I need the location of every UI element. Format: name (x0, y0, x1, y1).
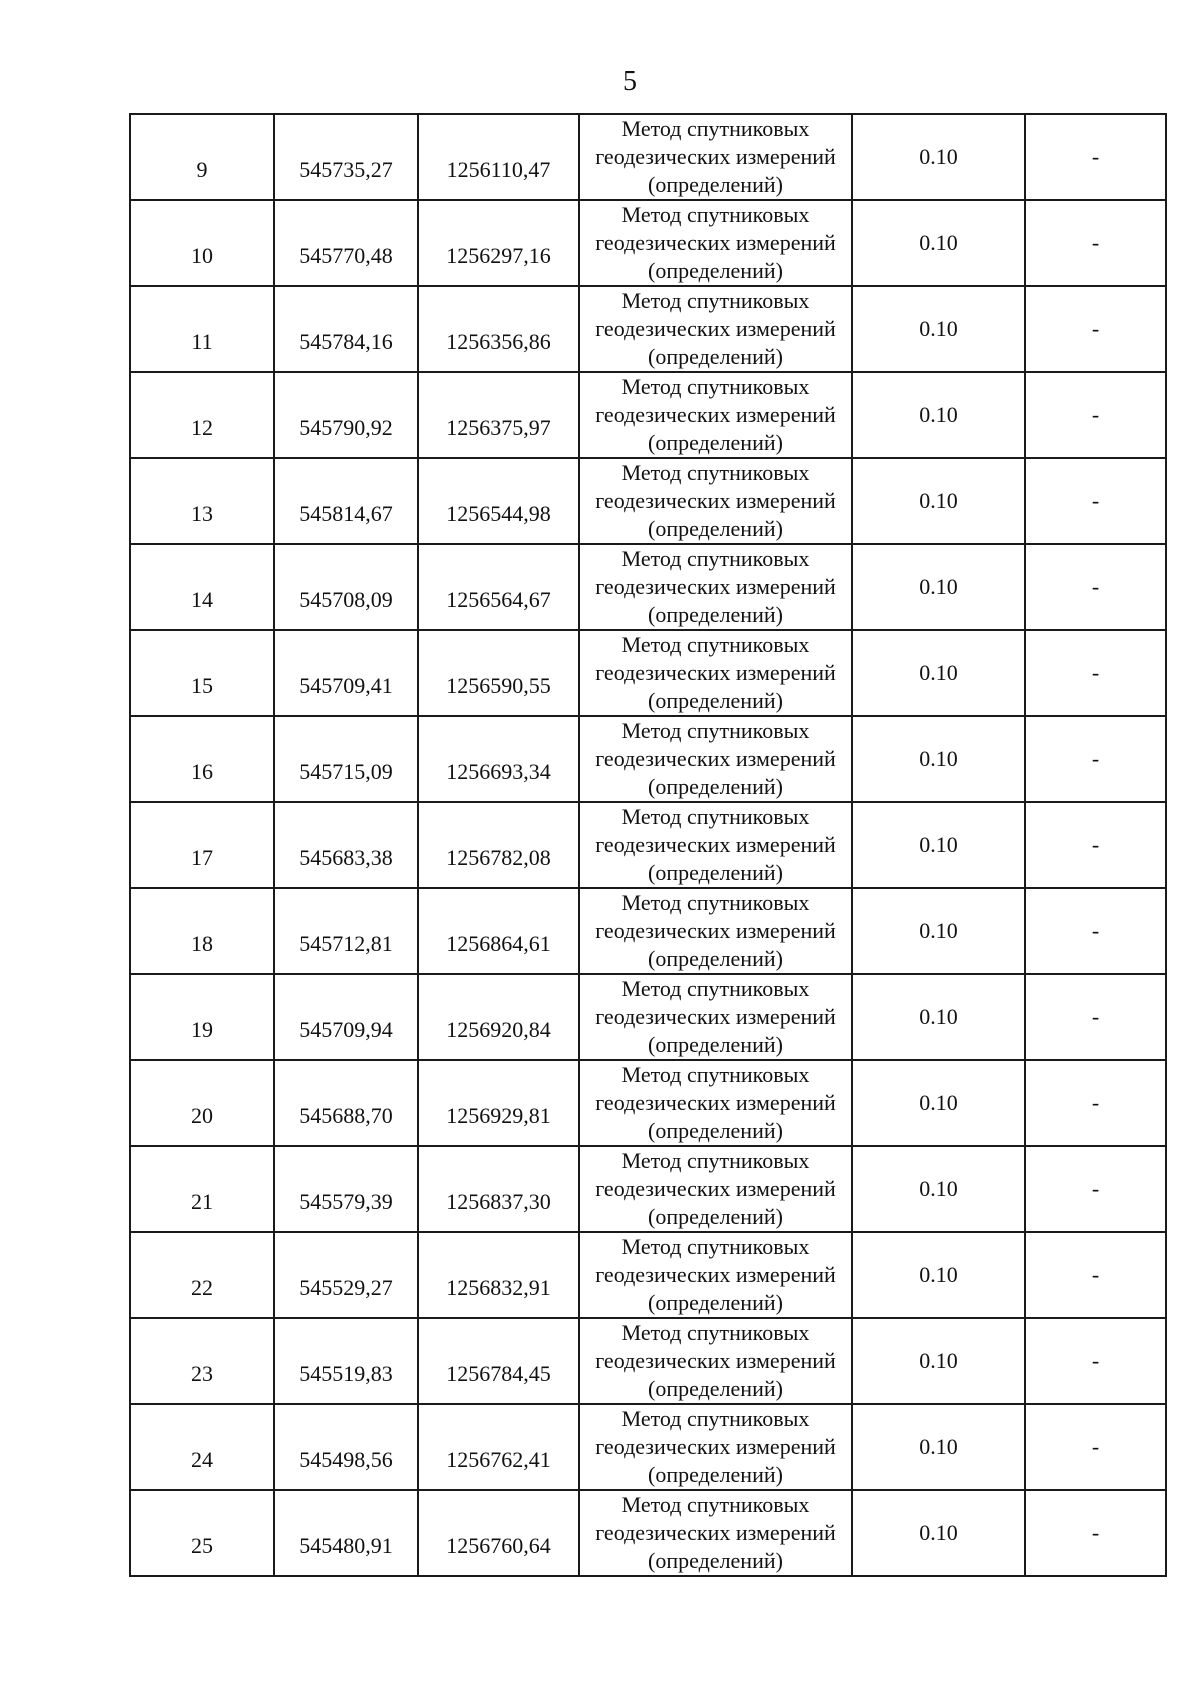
point-number-cell (130, 716, 274, 802)
accuracy-cell (852, 1146, 1025, 1232)
point-number-cell (130, 630, 274, 716)
x-coordinate-text: 545784,16 (299, 329, 393, 354)
x-coordinate-cell (274, 286, 418, 372)
table-row (130, 1232, 1166, 1318)
description-cell (1025, 114, 1166, 200)
description-cell (1025, 372, 1166, 458)
x-coordinate-text: 545579,39 (299, 1189, 393, 1214)
method-cell (579, 888, 852, 974)
method-cell (579, 200, 852, 286)
point-number-text: 10 (191, 243, 213, 268)
description-text: - (1091, 660, 1100, 685)
description-text: - (1091, 918, 1100, 943)
y-coordinate-text: 1256920,84 (446, 1017, 551, 1042)
point-number-text: 20 (191, 1103, 213, 1128)
x-coordinate-text: 545770,48 (299, 243, 393, 268)
x-coordinate-cell (274, 716, 418, 802)
description-cell (1025, 544, 1166, 630)
table-row (130, 1146, 1166, 1232)
x-coordinate-cell (274, 1146, 418, 1232)
table-row (130, 1060, 1166, 1146)
x-coordinate-text: 545715,09 (299, 759, 393, 784)
x-coordinate-cell (274, 630, 418, 716)
accuracy-cell (852, 1404, 1025, 1490)
point-number-text: 11 (191, 329, 213, 354)
description-cell (1025, 1490, 1166, 1576)
description-cell (1025, 1318, 1166, 1404)
point-number-text: 21 (191, 1189, 213, 1214)
description-text: - (1091, 1176, 1100, 1201)
description-cell (1025, 1404, 1166, 1490)
y-coordinate-cell (418, 372, 579, 458)
description-text: - (1091, 488, 1100, 513)
point-number-text: 9 (196, 157, 208, 182)
accuracy-cell (852, 114, 1025, 200)
method-cell (579, 1232, 852, 1318)
method-text: Метод спутниковых геодезических измерений (определений) (595, 718, 836, 799)
y-coordinate-cell (418, 630, 579, 716)
method-cell (579, 114, 852, 200)
accuracy-text: 0.10 (919, 144, 958, 169)
method-text: Метод спутниковых геодезических измерений (определений) (595, 202, 836, 283)
x-coordinate-text: 545480,91 (299, 1533, 393, 1558)
point-number-cell (130, 1404, 274, 1490)
y-coordinate-cell (418, 1490, 579, 1576)
accuracy-cell (852, 1232, 1025, 1318)
method-cell (579, 1146, 852, 1232)
accuracy-cell (852, 716, 1025, 802)
accuracy-text: 0.10 (919, 746, 958, 771)
accuracy-cell (852, 974, 1025, 1060)
y-coordinate-text: 1256837,30 (446, 1189, 551, 1214)
accuracy-text: 0.10 (919, 1262, 958, 1287)
method-text: Метод спутниковых геодезических измерений (определений) (595, 976, 836, 1057)
table-row (130, 888, 1166, 974)
point-number-cell (130, 372, 274, 458)
method-cell (579, 974, 852, 1060)
x-coordinate-cell (274, 1404, 418, 1490)
x-coordinate-cell (274, 114, 418, 200)
point-number-cell (130, 1490, 274, 1576)
y-coordinate-text: 1256297,16 (446, 243, 551, 268)
description-text: - (1091, 402, 1100, 427)
y-coordinate-cell (418, 1404, 579, 1490)
accuracy-text: 0.10 (919, 832, 958, 857)
table-row (130, 544, 1166, 630)
y-coordinate-text: 1256590,55 (446, 673, 551, 698)
point-number-text: 24 (191, 1447, 213, 1472)
point-number-text: 14 (191, 587, 213, 612)
table-row (130, 286, 1166, 372)
x-coordinate-cell (274, 974, 418, 1060)
method-text: Метод спутниковых геодезических измерений (определений) (595, 632, 836, 713)
coordinates-table (129, 113, 1167, 1577)
method-text: Метод спутниковых геодезических измерений (определений) (595, 890, 836, 971)
point-number-text: 25 (191, 1533, 213, 1558)
point-number-cell (130, 286, 274, 372)
x-coordinate-text: 545790,92 (299, 415, 393, 440)
y-coordinate-cell (418, 1060, 579, 1146)
table-row (130, 1404, 1166, 1490)
description-cell (1025, 802, 1166, 888)
y-coordinate-text: 1256693,34 (446, 759, 551, 784)
table-row (130, 372, 1166, 458)
method-text: Метод спутниковых геодезических измерений (определений) (595, 1148, 836, 1229)
accuracy-cell (852, 372, 1025, 458)
table-row (130, 1318, 1166, 1404)
accuracy-cell (852, 802, 1025, 888)
accuracy-cell (852, 1060, 1025, 1146)
accuracy-text: 0.10 (919, 918, 958, 943)
y-coordinate-cell (418, 716, 579, 802)
description-text: - (1091, 230, 1100, 255)
method-text: Метод спутниковых геодезических измерений (определений) (595, 1234, 836, 1315)
description-text: - (1091, 1004, 1100, 1029)
table-row (130, 1490, 1166, 1576)
x-coordinate-cell (274, 544, 418, 630)
description-cell (1025, 458, 1166, 544)
description-text: - (1091, 746, 1100, 771)
description-cell (1025, 888, 1166, 974)
point-number-text: 23 (191, 1361, 213, 1386)
y-coordinate-text: 1256762,41 (446, 1447, 551, 1472)
accuracy-text: 0.10 (919, 1520, 958, 1545)
point-number-text: 22 (191, 1275, 213, 1300)
x-coordinate-cell (274, 802, 418, 888)
y-coordinate-text: 1256564,67 (446, 587, 551, 612)
x-coordinate-cell (274, 888, 418, 974)
point-number-cell (130, 802, 274, 888)
y-coordinate-text: 1256760,64 (446, 1533, 551, 1558)
description-cell (1025, 716, 1166, 802)
method-cell (579, 630, 852, 716)
table-row (130, 200, 1166, 286)
y-coordinate-cell (418, 1146, 579, 1232)
accuracy-text: 0.10 (919, 574, 958, 599)
point-number-text: 15 (191, 673, 213, 698)
y-coordinate-cell (418, 200, 579, 286)
description-cell (1025, 1232, 1166, 1318)
table-row (130, 716, 1166, 802)
description-cell (1025, 1060, 1166, 1146)
page-number: 5 (623, 66, 637, 97)
description-cell (1025, 200, 1166, 286)
method-text: Метод спутниковых геодезических измерений (определений) (595, 1406, 836, 1487)
method-cell (579, 1490, 852, 1576)
y-coordinate-cell (418, 286, 579, 372)
x-coordinate-cell (274, 1060, 418, 1146)
y-coordinate-text: 1256544,98 (446, 501, 551, 526)
x-coordinate-text: 545709,41 (299, 673, 393, 698)
x-coordinate-text: 545688,70 (299, 1103, 393, 1128)
x-coordinate-text: 545529,27 (299, 1275, 393, 1300)
method-text: Метод спутниковых геодезических измерений (определений) (595, 374, 836, 455)
method-text: Метод спутниковых геодезических измерений (определений) (595, 546, 836, 627)
description-text: - (1091, 832, 1100, 857)
method-text: Метод спутниковых геодезических измерений (определений) (595, 1062, 836, 1143)
description-text: - (1091, 144, 1100, 169)
method-text: Метод спутниковых геодезических измерений (определений) (595, 804, 836, 885)
accuracy-text: 0.10 (919, 316, 958, 341)
accuracy-cell (852, 200, 1025, 286)
x-coordinate-cell (274, 1232, 418, 1318)
x-coordinate-cell (274, 1490, 418, 1576)
description-text: - (1091, 1520, 1100, 1545)
y-coordinate-cell (418, 114, 579, 200)
accuracy-cell (852, 286, 1025, 372)
description-cell (1025, 1146, 1166, 1232)
method-cell (579, 372, 852, 458)
method-text: Метод спутниковых геодезических измерений (определений) (595, 1492, 836, 1573)
point-number-text: 12 (191, 415, 213, 440)
accuracy-text: 0.10 (919, 1348, 958, 1373)
method-cell (579, 1318, 852, 1404)
point-number-text: 13 (191, 501, 213, 526)
accuracy-text: 0.10 (919, 1434, 958, 1459)
point-number-text: 16 (191, 759, 213, 784)
x-coordinate-text: 545709,94 (299, 1017, 393, 1042)
table-body (130, 114, 1166, 1576)
y-coordinate-cell (418, 1318, 579, 1404)
x-coordinate-cell (274, 458, 418, 544)
y-coordinate-cell (418, 544, 579, 630)
x-coordinate-text: 545498,56 (299, 1447, 393, 1472)
x-coordinate-text: 545519,83 (299, 1361, 393, 1386)
y-coordinate-cell (418, 802, 579, 888)
x-coordinate-cell (274, 200, 418, 286)
point-number-cell (130, 114, 274, 200)
description-text: - (1091, 1434, 1100, 1459)
accuracy-text: 0.10 (919, 1004, 958, 1029)
y-coordinate-cell (418, 888, 579, 974)
table-row (130, 974, 1166, 1060)
point-number-cell (130, 1232, 274, 1318)
table-row (130, 114, 1166, 200)
description-text: - (1091, 1090, 1100, 1115)
y-coordinate-text: 1256784,45 (446, 1361, 551, 1386)
accuracy-cell (852, 888, 1025, 974)
y-coordinate-text: 1256356,86 (446, 329, 551, 354)
accuracy-text: 0.10 (919, 488, 958, 513)
y-coordinate-text: 1256110,47 (446, 157, 551, 182)
point-number-cell (130, 200, 274, 286)
description-text: - (1091, 316, 1100, 341)
x-coordinate-text: 545735,27 (299, 157, 393, 182)
point-number-cell (130, 974, 274, 1060)
table-row (130, 458, 1166, 544)
y-coordinate-text: 1256375,97 (446, 415, 551, 440)
point-number-cell (130, 458, 274, 544)
accuracy-text: 0.10 (919, 660, 958, 685)
method-cell (579, 458, 852, 544)
point-number-cell (130, 1060, 274, 1146)
x-coordinate-text: 545683,38 (299, 845, 393, 870)
x-coordinate-cell (274, 1318, 418, 1404)
y-coordinate-text: 1256832,91 (446, 1275, 551, 1300)
point-number-cell (130, 888, 274, 974)
method-cell (579, 1060, 852, 1146)
table-row (130, 802, 1166, 888)
point-number-text: 18 (191, 931, 213, 956)
y-coordinate-text: 1256782,08 (446, 845, 551, 870)
method-text: Метод спутниковых геодезических измерений (определений) (595, 460, 836, 541)
accuracy-text: 0.10 (919, 1176, 958, 1201)
accuracy-cell (852, 1490, 1025, 1576)
point-number-cell (130, 1146, 274, 1232)
x-coordinate-text: 545712,81 (299, 931, 393, 956)
accuracy-cell (852, 544, 1025, 630)
description-cell (1025, 974, 1166, 1060)
description-text: - (1091, 1262, 1100, 1287)
x-coordinate-text: 545814,67 (299, 501, 393, 526)
y-coordinate-cell (418, 974, 579, 1060)
point-number-text: 17 (191, 845, 213, 870)
method-cell (579, 716, 852, 802)
point-number-cell (130, 1318, 274, 1404)
accuracy-text: 0.10 (919, 402, 958, 427)
accuracy-cell (852, 1318, 1025, 1404)
y-coordinate-text: 1256864,61 (446, 931, 551, 956)
method-cell (579, 802, 852, 888)
y-coordinate-text: 1256929,81 (446, 1103, 551, 1128)
description-text: - (1091, 574, 1100, 599)
description-text: - (1091, 1348, 1100, 1373)
x-coordinate-text: 545708,09 (299, 587, 393, 612)
y-coordinate-cell (418, 1232, 579, 1318)
description-cell (1025, 286, 1166, 372)
method-text: Метод спутниковых геодезических измерений (определений) (595, 116, 836, 197)
point-number-text: 19 (191, 1017, 213, 1042)
point-number-cell (130, 544, 274, 630)
accuracy-cell (852, 458, 1025, 544)
method-text: Метод спутниковых геодезических измерений (определений) (595, 288, 836, 369)
method-cell (579, 1404, 852, 1490)
method-text: Метод спутниковых геодезических измерений (определений) (595, 1320, 836, 1401)
x-coordinate-cell (274, 372, 418, 458)
method-cell (579, 286, 852, 372)
accuracy-cell (852, 630, 1025, 716)
description-cell (1025, 630, 1166, 716)
method-cell (579, 544, 852, 630)
accuracy-text: 0.10 (919, 230, 958, 255)
accuracy-text: 0.10 (919, 1090, 958, 1115)
table-row (130, 630, 1166, 716)
y-coordinate-cell (418, 458, 579, 544)
